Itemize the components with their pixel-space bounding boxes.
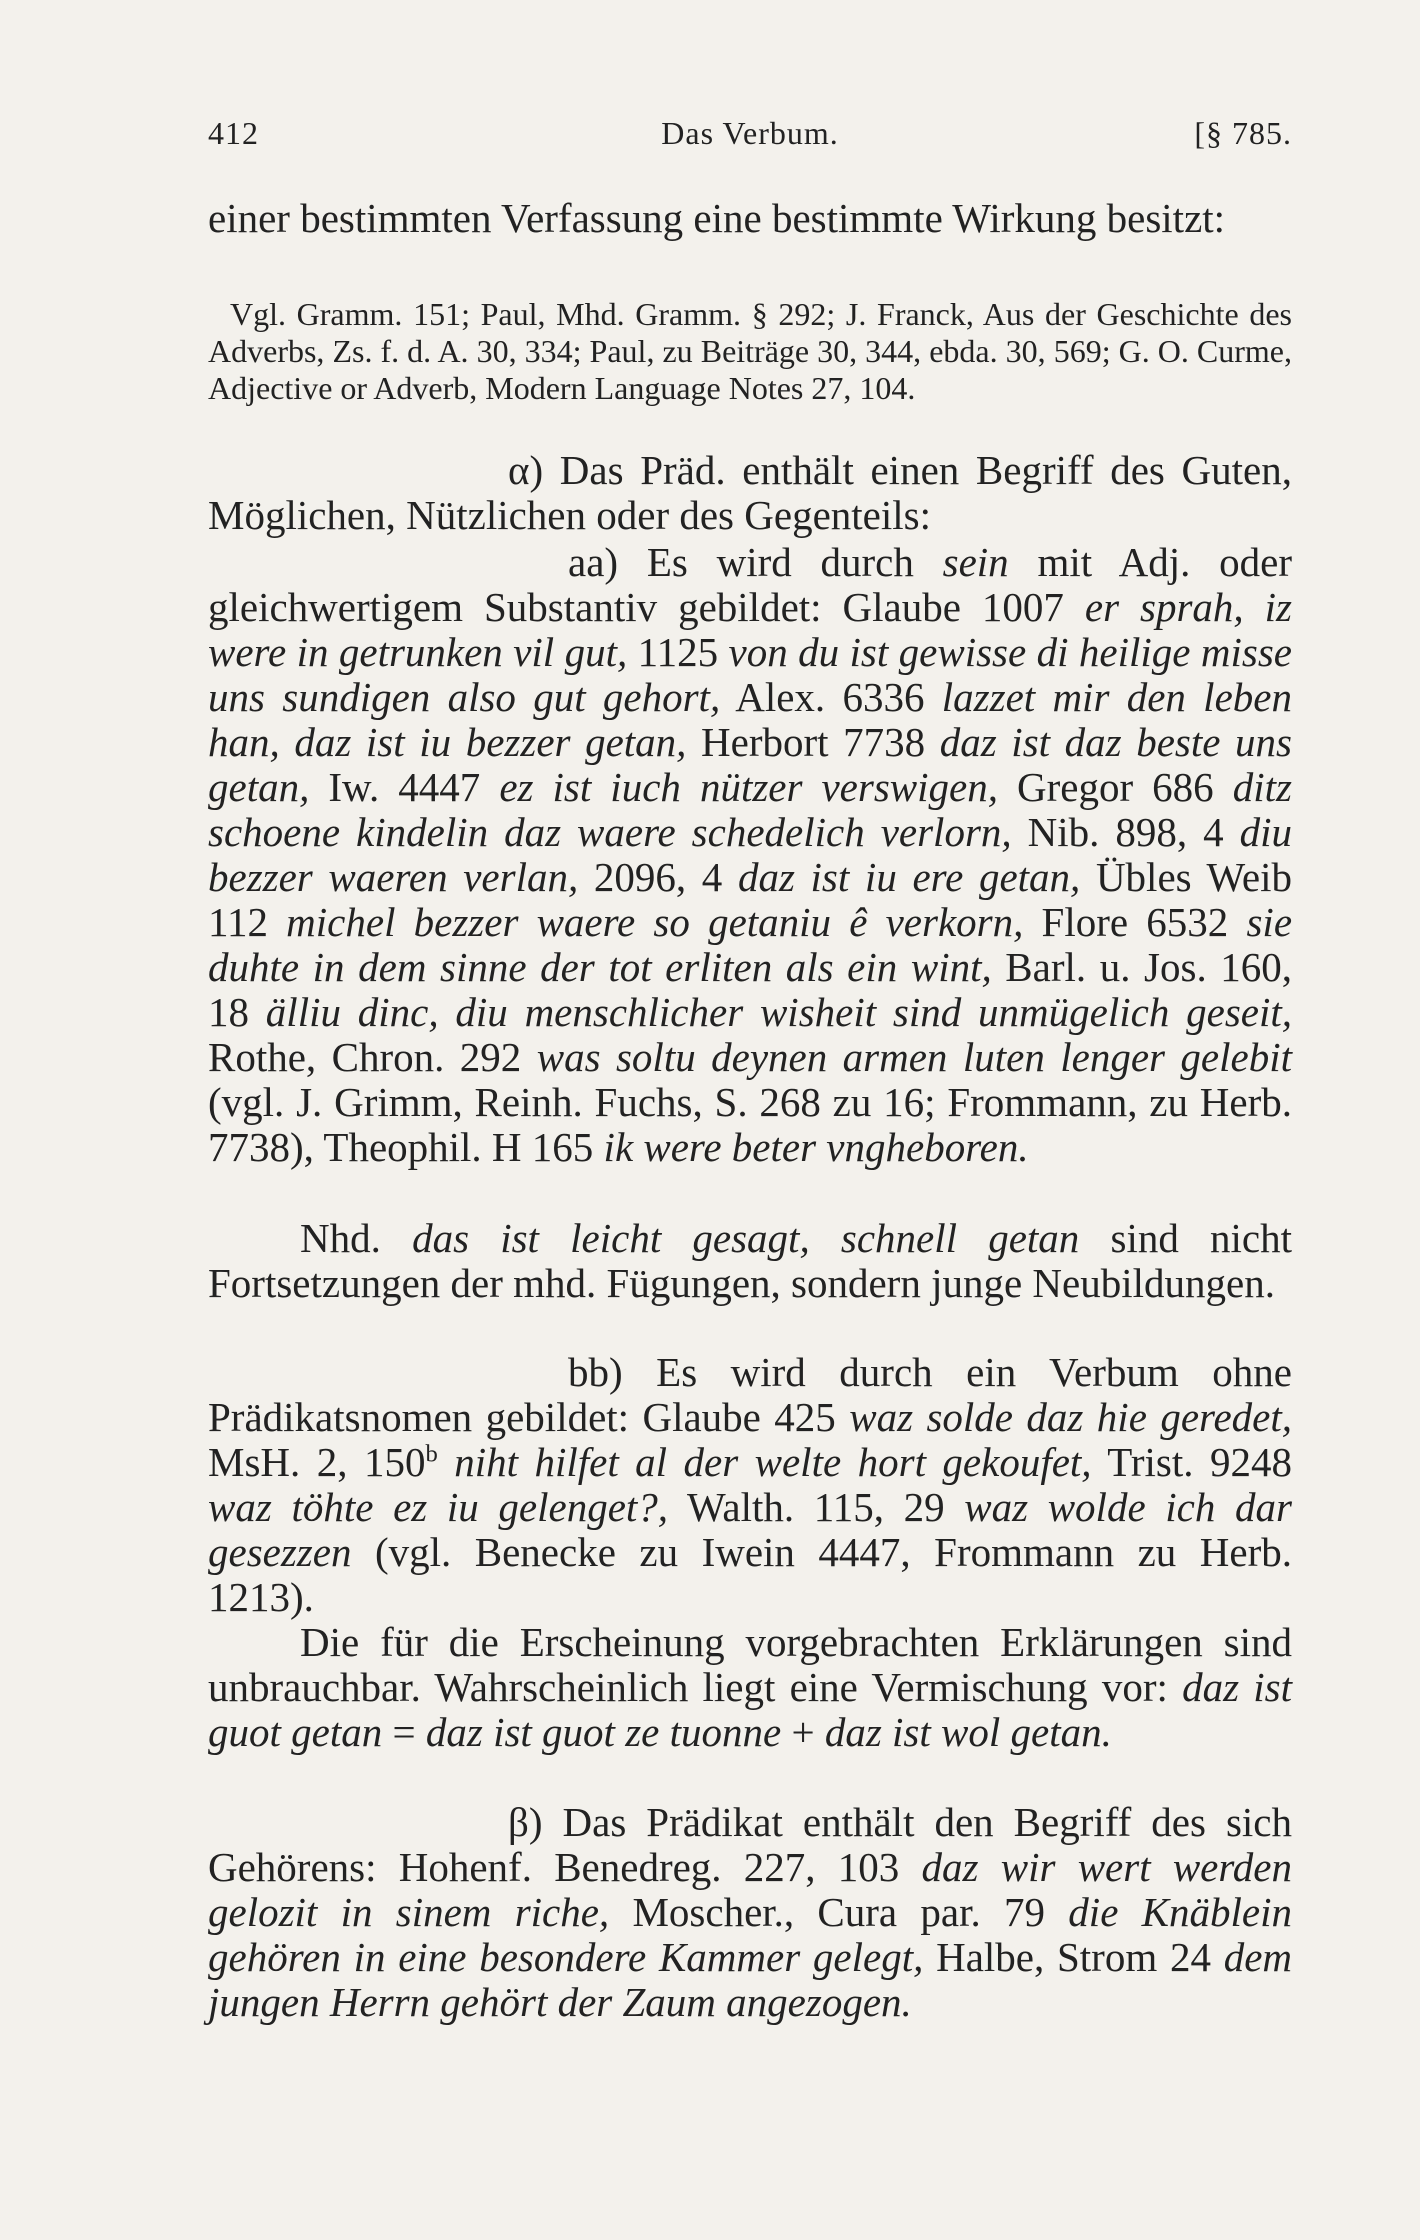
italic-quotation: sein xyxy=(942,539,1009,585)
paragraph-continuation: einer bestimmten Verfassung eine bestimmte Wirkung besitzt: xyxy=(208,195,1226,241)
text-run: Übles Weib 112 xyxy=(208,854,1293,945)
italic-quotation: lazzet mir den leben han, daz ist iu bezzer getan, xyxy=(208,674,1292,765)
italic-quotation: niht hilfet al der welte hort gekoufet, xyxy=(437,1439,1092,1485)
text-run: 1125 xyxy=(627,629,729,675)
text-run: Barl. u. Jos. 160, 18 xyxy=(208,944,1293,1035)
italic-quotation: daz wir wert werden gelozit in sinem riche, xyxy=(208,1844,1293,1935)
text-run: Halbe, Strom 24 xyxy=(923,1934,1224,1980)
text-run: sind nicht Fortsetzungen der mhd. Fügungen, sondern junge Neubildungen. xyxy=(208,1215,1293,1306)
text-run: Alex. 6336 xyxy=(720,674,942,720)
italic-quotation: daz ist daz beste uns getan, xyxy=(208,719,1292,810)
italic-quotation: dem jungen Herrn gehört der Zaum angezogen. xyxy=(208,1934,1292,2025)
text-run: Nib. 898, 4 xyxy=(1011,809,1240,855)
section-alpha: α) Das Präd. enthält einen Begriff des Guten, Möglichen, Nützlichen oder des Gegenteils: xyxy=(208,447,1292,538)
text-run: Rothe, Chron. 292 xyxy=(208,1034,537,1080)
text-run: Iw. 4447 xyxy=(309,764,500,810)
text-run: aa) Es wird durch xyxy=(568,539,943,585)
italic-quotation: daz ist guot getan xyxy=(208,1664,1292,1755)
text-run: b xyxy=(425,1440,438,1468)
text-run: Herbort 7738 xyxy=(686,719,940,765)
text-run: = xyxy=(382,1709,426,1755)
italic-quotation: ditz schoene kindelin daz waere schedelich verlorn, xyxy=(208,764,1292,855)
section-beta xyxy=(208,1800,1292,2025)
italic-quotation: daz ist iu ere getan, xyxy=(737,854,1081,900)
italic-quotation: was soltu deynen armen luten lenger gelebit xyxy=(536,1034,1293,1080)
italic-quotation: die Knäblein gehören in eine besondere Kammer gelegt, xyxy=(208,1889,1292,1980)
italic-quotation: michel bezzer waere so getaniu ê verkorn, xyxy=(286,899,1024,945)
italic-quotation: waz töhte ez iu gelenget?, xyxy=(208,1484,669,1530)
text-run: mit Adj. oder gleichwertigem Substantiv gebildet: Glaube 1007 xyxy=(208,539,1292,630)
text-run: Gregor 686 xyxy=(997,764,1233,810)
running-title: Das Verbum. xyxy=(661,115,839,151)
text-run: Trist. 9248 xyxy=(1091,1439,1292,1485)
page-number: 412 xyxy=(208,115,259,151)
running-header xyxy=(208,108,1292,158)
italic-quotation: älliu dinc, diu menschlicher wisheit sind unmügelich geseit, xyxy=(265,989,1293,1035)
text-run: MsH. 2, 150 xyxy=(208,1439,426,1485)
bibliography-note: Vgl. Gramm. 151; Paul, Mhd. Gramm. § 292; J. Franck, Aus der Geschichte des Adverbs, Zs. f. d. A. 30, 334; Paul, zu Beiträge 30, 344, ebda. 30, 569; G. O. Curme, Adjective or Adverb, Modern Language Notes 27, 104. xyxy=(208,296,1292,406)
subsection-aa xyxy=(208,540,1292,1170)
italic-quotation: er sprah, iz were in getrunken vil gut, xyxy=(208,584,1292,675)
italic-quotation: ez ist iuch nützer verswigen, xyxy=(499,764,998,810)
text-run: 2096, 4 xyxy=(578,854,738,900)
text-run: β) Das Prädikat enthält den Begriff des sich Gehörens: Hohenf. Benedreg. 227, 103 xyxy=(208,1799,1292,1890)
text-run: Walth. 115, 29 xyxy=(668,1484,965,1530)
italic-quotation: waz solde daz hie geredet, xyxy=(849,1394,1292,1440)
italic-quotation: daz ist guot ze tuonne xyxy=(425,1709,782,1755)
italic-quotation: ik were beter vngheboren. xyxy=(603,1124,1029,1170)
paragraph-nhd xyxy=(208,1216,1292,1306)
italic-quotation: daz ist wol getan. xyxy=(824,1709,1112,1755)
section-reference: [§ 785. xyxy=(1194,115,1292,151)
subsection-bb xyxy=(208,1350,1292,1620)
text-run: + xyxy=(781,1709,825,1755)
text-run: Flore 6532 xyxy=(1023,899,1247,945)
italic-quotation: diu bezzer waeren verlan, xyxy=(208,809,1292,900)
italic-quotation: das ist leicht gesagt, schnell getan xyxy=(412,1215,1080,1261)
text-run: (vgl. Benecke zu Iwein 4447, Frommann zu Herb. 1213). xyxy=(208,1529,1292,1620)
text-run: Nhd. xyxy=(300,1215,413,1261)
text-run: Moscher., Cura par. 79 xyxy=(609,1889,1069,1935)
text-run: Die für die Erscheinung vorgebrachten Erklärungen sind unbrauchbar. Wahrscheinlich liegt eine Vermischung vor: xyxy=(208,1619,1292,1710)
text-run: (vgl. J. Grimm, Reinh. Fuchs, S. 268 zu 16; Frommann, zu Herb. 7738), Theophil. H 165 xyxy=(208,1079,1292,1170)
paragraph-explanation xyxy=(208,1620,1292,1755)
text-run: bb) Es wird durch ein Verbum ohne Prädikatsnomen gebildet: Glaube 425 xyxy=(208,1349,1292,1440)
italic-quotation: waz wolde ich dar gesezzen xyxy=(208,1484,1292,1575)
italic-quotation: sie duhte in dem sinne der tot erliten als ein wint, xyxy=(208,899,1293,990)
italic-quotation: von du ist gewisse di heilige misse uns sundigen also gut gehort, xyxy=(208,629,1292,720)
